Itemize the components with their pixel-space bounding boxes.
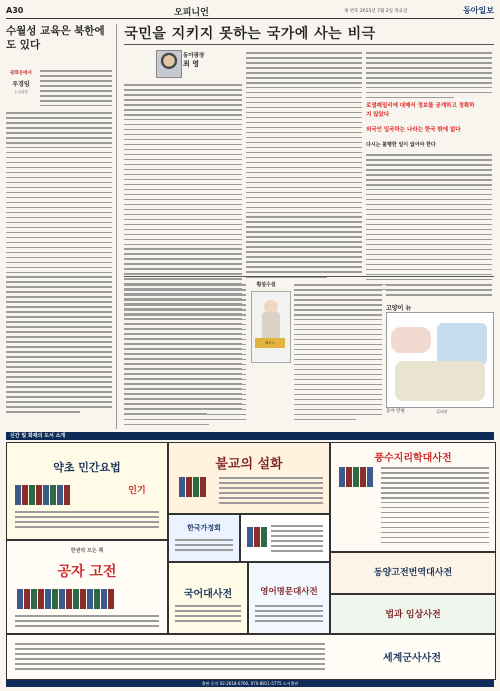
left-body-text-top <box>40 70 112 110</box>
newspaper-page <box>6 4 494 687</box>
left-column-author: 우경임 <box>12 81 30 88</box>
headline-rule <box>124 44 494 45</box>
ad-law[interactable] <box>330 594 496 634</box>
newspaper-logo: 동아일보 <box>463 6 494 15</box>
ad-small-promo[interactable] <box>240 514 330 562</box>
left-column-headline: 수월성 교육은 북한에도 있다 <box>6 25 105 51</box>
cartoon-label: 횡설수설 <box>256 282 276 288</box>
section-title: 오피니언 <box>174 8 209 18</box>
ad-korean-home-title: 한국가정회 <box>187 524 221 532</box>
main-body-col2 <box>246 52 362 281</box>
main-category: 동아광장 <box>183 53 205 59</box>
ad-confucius-title: 공자 고전 <box>57 564 117 580</box>
left-column-category: 광화문에서 <box>10 71 32 76</box>
ad-english[interactable] <box>248 562 330 634</box>
ad-oriental-classics[interactable] <box>330 552 496 594</box>
comic-title: 고양이 뉴 <box>386 305 412 312</box>
lower-body-col1 <box>124 284 246 429</box>
ad-military-title: 세계군사사전 <box>383 653 441 664</box>
ad-oriental-title: 동양고전번역대사전 <box>373 568 453 578</box>
column-divider <box>116 24 117 429</box>
ad-fengshui[interactable] <box>330 442 496 552</box>
pull-quote <box>366 102 476 150</box>
author-photo <box>156 50 182 78</box>
ad-section-bar: 신간 및 화제의 도서 소개 <box>6 432 494 440</box>
ad-english-title: 영어명문대사전 <box>260 587 318 597</box>
comic-caption: 동아 만평 <box>386 409 405 414</box>
ad-buddhist[interactable] <box>168 442 330 514</box>
pull-quote-line1: 로열패밀리에 대해서 정보를 공개하고 정확하지 않았다 <box>366 103 475 118</box>
comic-strip <box>386 312 494 408</box>
masthead <box>6 4 494 19</box>
ad-footer: 출판 문의 02-2618-0700, 070-8811-5775 도서출판 <box>6 680 494 687</box>
ad-korean-home[interactable] <box>168 514 240 562</box>
ad-confucius-sub: 한권씩 모든 책 <box>70 548 104 554</box>
ad-herbal-badge: 인기 <box>128 486 146 496</box>
lower-body-col2 <box>294 284 382 424</box>
pull-quote-line3: 다시는 불행한 일이 없어야 한다 <box>366 142 436 148</box>
ad-confucius[interactable] <box>6 540 168 634</box>
main-author: 최 영 <box>183 60 199 68</box>
ad-military[interactable] <box>6 634 496 680</box>
ad-herbal[interactable] <box>6 442 168 540</box>
main-body-col3-lower <box>366 154 492 294</box>
ad-buddhist-title: 불교의 설화 <box>215 457 283 472</box>
cartoon-illustration <box>251 291 291 363</box>
main-body-col3 <box>366 52 492 102</box>
pull-quote-line2: 외국인 입국하는 나라는 한국 밖에 없다 <box>366 127 461 133</box>
ad-dictionary[interactable] <box>168 562 248 634</box>
mid-rule <box>124 276 494 277</box>
left-author-box <box>6 70 36 108</box>
cartoon-sign: 메르스 <box>255 338 285 348</box>
left-body-text <box>6 112 112 416</box>
ad-dictionary-title: 국어대사전 <box>183 589 233 600</box>
ad-law-title: 법과 임상사전 <box>385 610 441 620</box>
main-headline: 국민을 지키지 못하는 국가에 사는 비극 <box>124 26 376 42</box>
page-number: A30 <box>6 6 24 15</box>
ad-fengshui-title: 풍수지리학대사전 <box>374 453 452 464</box>
ad-herbal-title: 약초 민간요법 <box>53 461 121 474</box>
issue-info: 제 번호 2015년 7월 2일 목요일 <box>344 9 408 14</box>
comic-signature: 김태권 <box>436 409 448 414</box>
left-column <box>6 24 114 52</box>
left-column-author-role: 논설위원 <box>14 90 28 94</box>
lower-body-col3 <box>386 284 492 299</box>
